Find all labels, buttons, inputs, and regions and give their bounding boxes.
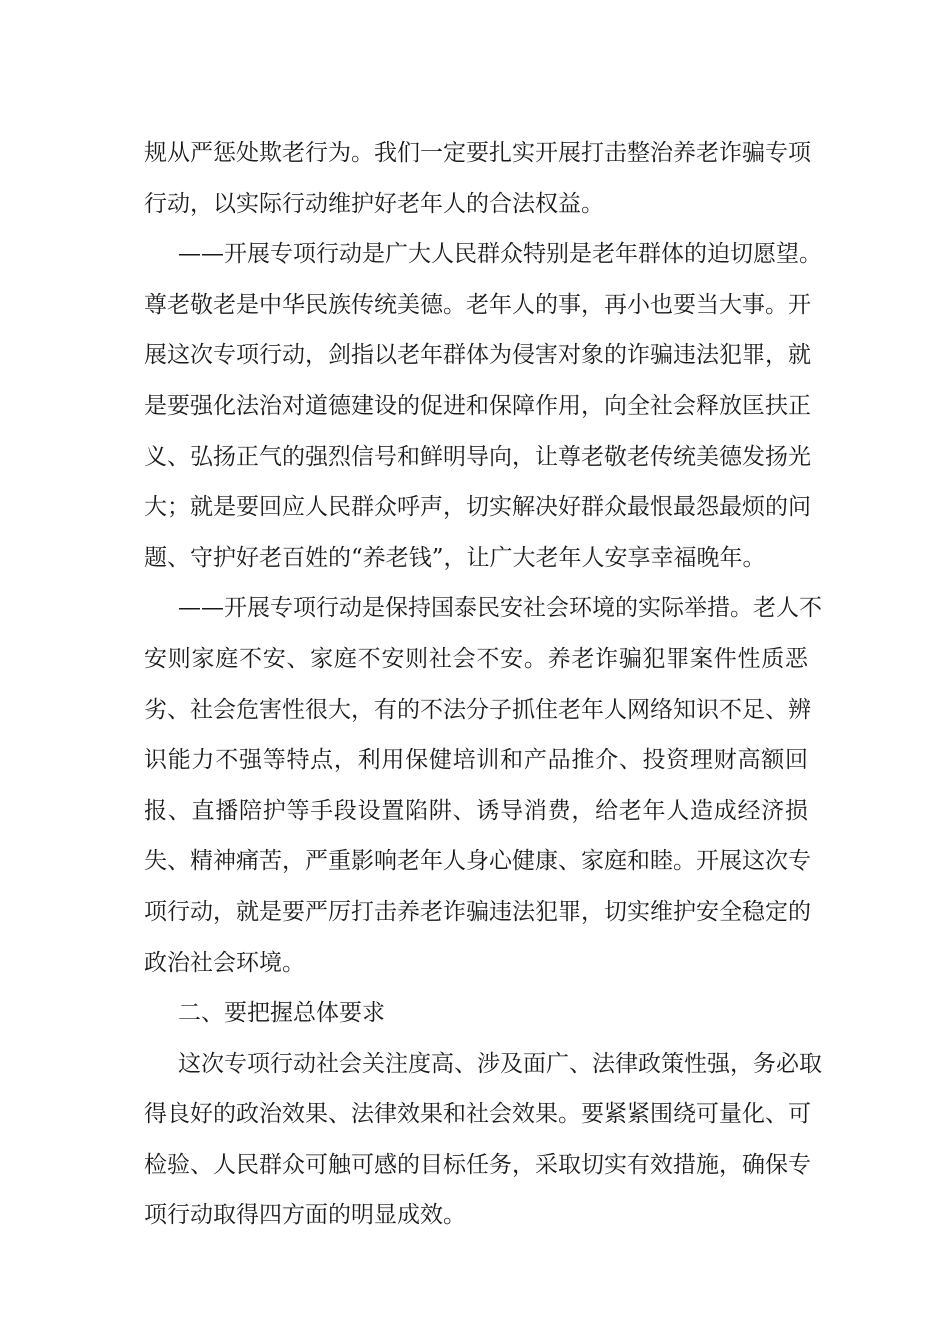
text-line: 失、精神痛苦，严重影响老年人身心健康、家庭和睦。开展这次专 [144,848,811,875]
text-line: 安则家庭不安、家庭不安则社会不安。养老诈骗犯罪案件性质恶 [144,645,808,672]
text-line: 政治社会环境。 [144,949,305,976]
text-line: 尊老敬老是中华民族传统美德。老年人的事，再小也要当大事。开 [144,291,811,318]
text-line: 规从严惩处欺老行为。我们一定要扎实开展打击整治养老诈骗专项 [144,140,811,166]
text-line: 大；就是要回应人民群众呼声，切实解决好群众最恨最怨最烦的问 [144,494,811,521]
paragraph-first-line: 这次专项行动社会关注度高、涉及面广、法律政策性强，务必取 [178,1050,822,1077]
text-line: 项行动，就是要严厉打击养老诈骗违法犯罪，切实维护安全稳定的 [144,898,811,925]
text-line: 展这次专项行动，剑指以老年群体为侵害对象的诈骗违法犯罪，就 [144,342,811,369]
text-line: 是要强化法治对道德建设的促进和保障作用，向全社会释放匡扶正 [144,392,811,419]
text-line: 行动，以实际行动维护好老年人的合法权益。 [144,190,604,217]
text-line: 识能力不强等特点，利用保健培训和产品推介、投资理财高额回 [144,747,808,774]
text-line: 报、直播陪护等手段设置陷阱、诱导消费，给老年人造成经济损 [144,797,808,824]
section-heading: 二、要把握总体要求 [178,1000,385,1027]
text-line: 检验、人民群众可触可感的目标任务，采取切实有效措施，确保专 [144,1151,811,1178]
text-line: 劣、社会危害性很大，有的不法分子抓住老年人网络知识不足、辨 [144,696,811,723]
text-line: 义、弘扬正气的强烈信号和鲜明导向，让尊老敬老传统美德发扬光 [144,443,811,470]
text-line: 得良好的政治效果、法律效果和社会效果。要紧紧围绕可量化、可 [144,1101,811,1128]
document-body [144,128,822,1241]
paragraph-first-line: ——开展专项行动是保持国泰民安社会环境的实际举措。老人不 [178,595,822,622]
text-line: 题、守护好老百姓的“养老钱”，让广大老年人安享幸福晚年。 [144,544,766,571]
text-line: 项行动取得四方面的明显成效。 [144,1202,466,1229]
paragraph-first-line: ——开展专项行动是广大人民群众特别是老年群体的迫切愿望。 [178,241,822,268]
